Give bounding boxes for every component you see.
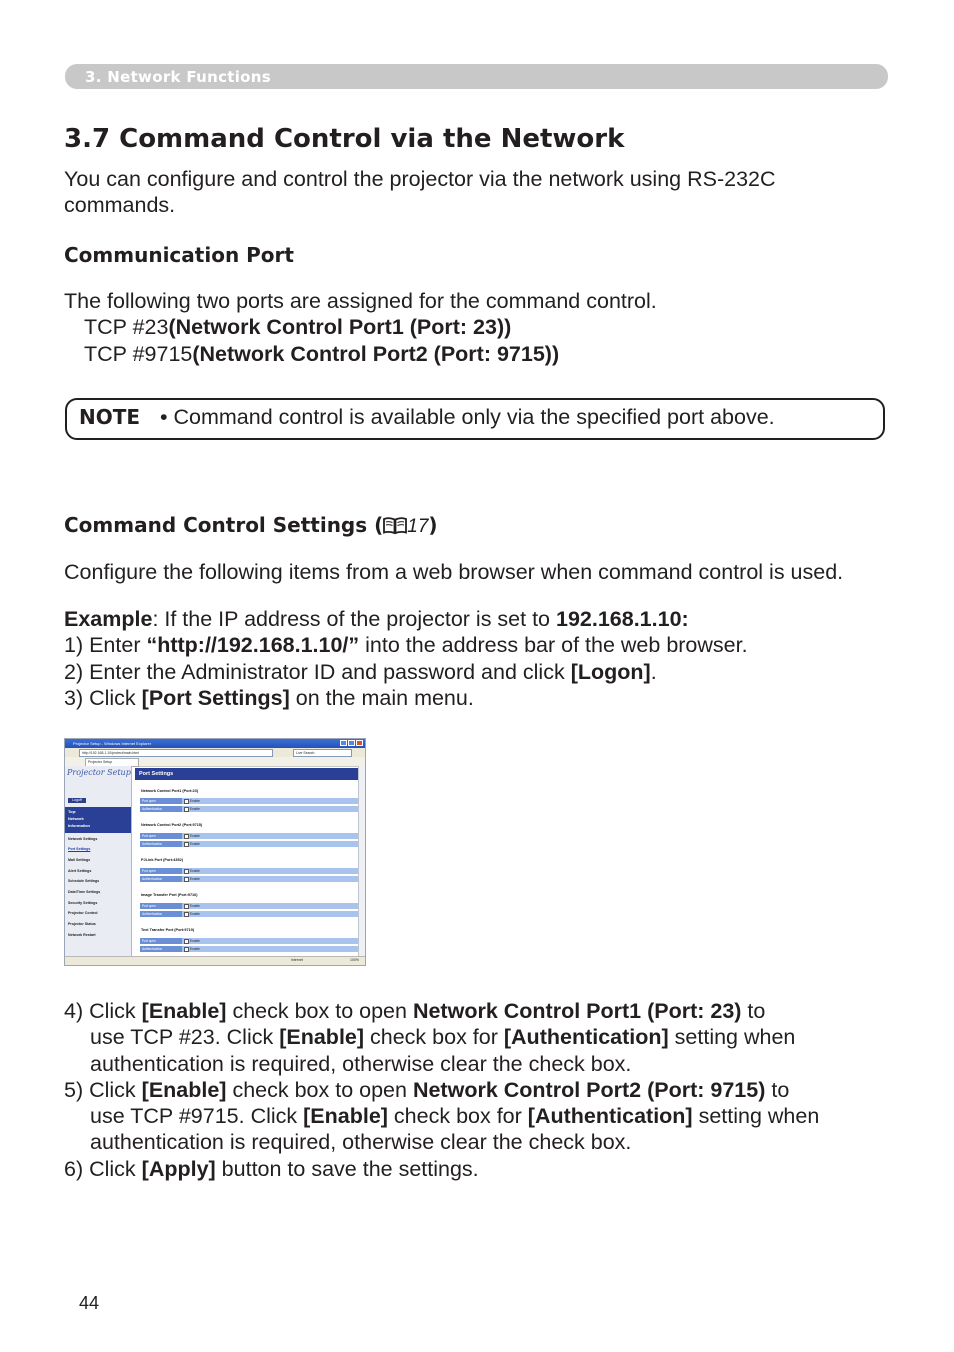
port-section-title: PJLink Port (Port:4352) <box>141 858 183 862</box>
port-settings-title: Port Settings <box>139 771 174 777</box>
enable-checkbox[interactable] <box>184 799 189 804</box>
enable-checkbox[interactable] <box>184 869 189 874</box>
sidebar-item-security-settings[interactable]: Security Settings <box>68 901 98 905</box>
ports-lead: The following two ports are assigned for the command control. <box>64 289 657 313</box>
browser-status-bar <box>65 956 365 965</box>
browser-scrollbar[interactable] <box>358 766 365 958</box>
port1-line <box>64 315 511 339</box>
maximize-icon[interactable] <box>348 740 355 746</box>
port-open-row: Port open Enable <box>140 868 358 874</box>
step-4-line-2: use TCP #23. Click [Enable] check box for [Authentication] setting when <box>90 1025 796 1050</box>
remaining-steps <box>64 998 819 1182</box>
authentication-row: Authentication Enable <box>140 841 358 847</box>
example-line <box>64 607 689 631</box>
sidebar-item-top[interactable]: Top: Network Information <box>65 807 131 833</box>
chapter-banner <box>65 64 888 89</box>
note-text: • Command control is available only via the specified port above. <box>160 405 775 429</box>
enable-checkbox[interactable] <box>184 834 189 839</box>
enable-checkbox[interactable] <box>184 877 189 882</box>
step-1: 1) Enter “http://192.168.1.10/” into the address bar of the web browser. <box>64 633 748 658</box>
projector-setup-logo: Projector Setup <box>67 768 131 777</box>
intro-line-2: commands. <box>64 193 176 218</box>
port-open-row: Port open Enable <box>140 938 358 944</box>
note-label: NOTE <box>79 405 141 429</box>
sidebar-item-port-settings[interactable]: Port Settings <box>68 847 91 851</box>
command-control-settings-heading <box>64 513 438 540</box>
browser-titlebar <box>65 739 365 748</box>
setup-sidebar <box>65 766 132 958</box>
enable-checkbox[interactable] <box>184 904 189 909</box>
page-number: 44 <box>79 1293 100 1313</box>
settings-heading-text: Command Control Settings ( <box>64 513 384 537</box>
authentication-row: Authentication Enable <box>140 806 358 812</box>
port1-prefix: TCP #23 <box>84 315 169 340</box>
note-box <box>65 398 885 440</box>
port-settings-header <box>135 768 360 780</box>
port1-name: (Network Control Port1 (Port: 23)) <box>168 315 512 340</box>
enable-checkbox[interactable] <box>184 842 189 847</box>
close-icon[interactable] <box>356 740 363 746</box>
port-settings-screenshot <box>64 738 366 966</box>
example-text: : If the IP address of the projector is set to <box>152 607 556 631</box>
section-title: 3.7 Command Control via the Network <box>64 124 625 154</box>
sidebar-item-alert-settings[interactable]: Alert Settings <box>68 869 92 873</box>
logoff-button[interactable]: Logoff <box>68 798 86 803</box>
port2-prefix: TCP #9715 <box>84 341 193 366</box>
settings-ref-page[interactable]: 17 <box>407 516 429 537</box>
example-label: Example <box>64 607 153 631</box>
authentication-row: Authentication Enable <box>140 911 358 917</box>
intro-line-1: You can configure and control the projector via the network using RS-232C <box>64 167 776 191</box>
settings-heading-close: ) <box>428 513 438 537</box>
step-5-line-3: authentication is required, otherwise clear the check box. <box>90 1130 632 1155</box>
sidebar-item-date-time-settings[interactable]: Date/Time Settings <box>68 890 101 894</box>
port-section-title: Image Transfer Port (Port:9716) <box>141 893 198 897</box>
enable-checkbox[interactable] <box>184 807 189 812</box>
chapter-banner-label: 3. Network Functions <box>85 68 271 86</box>
step-3: 3) Click [Port Settings] on the main menu. <box>64 685 474 710</box>
step-2: 2) Enter the Administrator ID and password and click [Logon]. <box>64 659 657 684</box>
sidebar-item-mail-settings[interactable]: Mail Settings <box>68 858 91 862</box>
step-4-line-1: 4) Click [Enable] check box to open Network Control Port1 (Port: 23) to <box>64 999 766 1023</box>
port-section-title: Text Transfer Port (Port:9719) <box>141 928 195 932</box>
step-5-line-2: use TCP #9715. Click [Enable] check box for [Authentication] setting when <box>90 1104 820 1129</box>
example-steps <box>64 606 748 711</box>
enable-checkbox[interactable] <box>184 947 189 952</box>
browser-tab[interactable]: Projector Setup <box>85 758 139 767</box>
sidebar-item-schedule-settings[interactable]: Schedule Settings <box>68 879 100 883</box>
port2-name: (Network Control Port2 (Port: 9715)) <box>192 341 560 366</box>
browser-search-input[interactable]: Live Search <box>293 749 352 757</box>
port-open-row: Port open Enable <box>140 833 358 839</box>
settings-lead: Configure the following items from a web browser when command control is used. <box>64 560 844 584</box>
port-open-row: Port open Enable <box>140 903 358 909</box>
enable-checkbox[interactable] <box>184 912 189 917</box>
port2-line <box>64 342 559 366</box>
sidebar-item-network-settings[interactable]: Network Settings <box>68 837 98 841</box>
browser-window-title: Projector Setup - Windows Internet Explorer <box>73 741 152 746</box>
port-section-title: Network Control Port1 (Port:23) <box>141 789 198 793</box>
communication-port-heading: Communication Port <box>64 243 294 267</box>
port-section-title: Network Control Port2 (Port:9715) <box>141 823 203 827</box>
example-ip: 192.168.1.10: <box>555 607 689 631</box>
book-reference-icon <box>383 516 407 540</box>
sidebar-item-network-restart[interactable]: Network Restart <box>68 933 96 937</box>
authentication-row: Authentication Enable <box>140 946 358 952</box>
step-5-line-1: 5) Click [Enable] check box to open Network Control Port2 (Port: 9715) to <box>64 1077 790 1102</box>
status-zone: Internet <box>291 958 303 962</box>
status-zoom[interactable]: 100% <box>350 958 359 962</box>
authentication-row: Authentication Enable <box>140 876 358 882</box>
intro-paragraph <box>64 166 776 219</box>
address-input[interactable]: http://192.168.1.10/protect/main.html <box>79 749 273 757</box>
communication-port-text <box>64 288 657 367</box>
sidebar-item-projector-control[interactable]: Projector Control <box>68 911 98 915</box>
port-open-row: Port open Enable <box>140 798 358 804</box>
step-4-line-3: authentication is required, otherwise clear the check box. <box>90 1051 632 1076</box>
step-6: 6) Click [Apply] button to save the settings. <box>64 1156 479 1181</box>
enable-checkbox[interactable] <box>184 939 189 944</box>
sidebar-item-projector-status[interactable]: Projector Status <box>68 922 96 926</box>
minimize-icon[interactable] <box>340 740 347 746</box>
